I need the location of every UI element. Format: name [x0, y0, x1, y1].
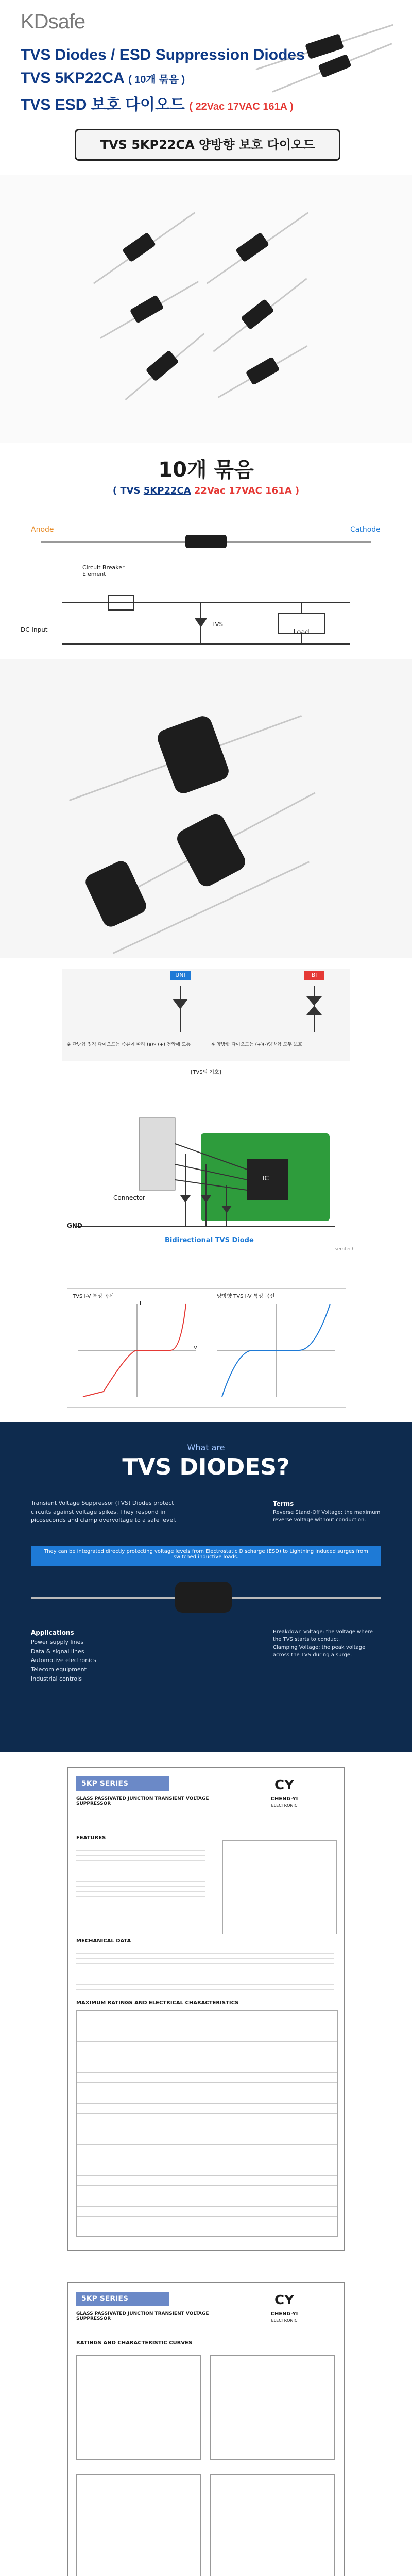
header-line2-main: TVS 5KP22CA	[21, 70, 124, 87]
uni-caption: ※ 단방향 정격 다이오드는 종류에 따라 (a)이(+) 전압에 도통	[67, 1042, 191, 1047]
load-label: Load	[293, 629, 310, 636]
uni-label: UNI	[170, 971, 191, 980]
connector-label: Connector	[113, 1194, 145, 1201]
spec2-series: 5KP SERIES	[76, 2292, 169, 2306]
infographic-app: Power supply lines	[31, 1639, 84, 1646]
spec2-company-sub: ELECTRONIC	[271, 2318, 298, 2323]
bidirectional-diagram	[46, 1097, 366, 1257]
dc-input-label: DC Input	[21, 626, 48, 633]
spec2-curves-title: RATINGS AND CHARACTERISTIC CURVES	[76, 2340, 193, 2346]
diodes-group-image	[82, 196, 330, 422]
uni-bi-panel	[62, 969, 350, 1061]
uni-bi-section	[0, 958, 412, 1087]
spec1-ratings-title: MAXIMUM RATINGS AND ELECTRICAL CHARACTERISTICS	[76, 2000, 239, 2006]
infographic-intro: Transient Voltage Suppressor (TVS) Diodes protect circuits against voltage spikes. They respond in picoseconds and clamp overvoltage to a safe level.	[31, 1500, 177, 1523]
diodes-closeup-photo	[0, 659, 412, 958]
bidirectional-section	[0, 1087, 412, 1273]
diodes-photo	[0, 175, 412, 443]
spec1-ratings-table	[76, 2010, 338, 2237]
ic-label: IC	[263, 1175, 269, 1182]
spec1-series: 5KP SERIES	[76, 1776, 169, 1791]
bidirectional-label: Bidirectional TVS Diode	[165, 1236, 254, 1244]
infographic-app: Automotive electronics	[31, 1657, 96, 1664]
spec1-features-title: FEATURES	[76, 1835, 106, 1841]
spec2-curve-4	[210, 2474, 335, 2576]
spec1-company-sub: ELECTRONIC	[271, 1803, 298, 1808]
corner-label: semtech	[335, 1247, 355, 1252]
bi-label: BI	[304, 971, 324, 980]
product-banner: TVS 5KP22CA 양방향 보호 다이오드	[75, 129, 340, 161]
iv-right-title: 양방향 TVS I-V 특성 곡선	[217, 1294, 275, 1299]
spec1-subtitle: GLASS PASSIVATED JUNCTION TRANSIENT VOLTAGE SUPPRESSOR	[76, 1796, 209, 1806]
spec2-curve-1	[76, 2355, 201, 2460]
infographic-app: Telecom equipment	[31, 1666, 87, 1673]
iv-axis-i: I	[140, 1301, 141, 1307]
cathode-label: Cathode	[350, 526, 381, 534]
infographic-terms	[273, 1499, 381, 1524]
infographic-term-3: Clamping Voltage: the peak voltage across the TVS during a surge.	[273, 1645, 366, 1658]
iv-left-title: TVS I-V 특성 곡선	[73, 1294, 114, 1299]
header-line3-paren: ( 22Vac 17VAC 161A )	[189, 101, 294, 112]
spec1-mech-title: MECHANICAL DATA	[76, 1938, 131, 1944]
spec-sheet-2-panel	[67, 2282, 345, 2576]
infographic-band-text: They can be integrated directly protecting voltage levels from Electrostatic Discharge (ESD) to Lightning induced surges from switched inductive loads.	[44, 1549, 368, 1560]
breaker-label: Circuit Breaker Element	[82, 564, 125, 578]
infographic-eyebrow: What are	[187, 1443, 225, 1452]
pack-subtitle	[0, 485, 412, 496]
infographic-app: Data & signal lines	[31, 1648, 84, 1655]
iv-curves	[67, 1299, 346, 1402]
infographic-term-2: Breakdown Voltage: the voltage where the TVS starts to conduct.	[273, 1629, 373, 1642]
infographic-apps	[31, 1628, 175, 1683]
infographic-app: Industrial controls	[31, 1675, 82, 1682]
spec2-company-logo: CY	[274, 2293, 294, 2308]
diodes-closeup-image	[62, 680, 350, 938]
pack-subtitle-prefix: ( TVS	[112, 485, 144, 496]
pack-subtitle-spec: 22Vac 17VAC 161A )	[191, 485, 300, 496]
iv-axis-v: V	[194, 1345, 197, 1351]
iv-panel	[67, 1288, 346, 1408]
pack-title: 10개 묶음	[158, 458, 254, 482]
infographic-terms-title: Terms	[273, 1500, 294, 1507]
pack-subtitle-model: 5KP22CA	[143, 485, 191, 496]
circuit-section	[0, 515, 412, 659]
header-line3-main: TVS ESD 보호 다이오드	[21, 96, 185, 113]
spec-sheet-2	[0, 2267, 412, 2576]
gnd-label: GND	[67, 1222, 82, 1229]
spec1-company-logo: CY	[274, 1777, 294, 1793]
uni-bi-symbols	[62, 981, 350, 1038]
spec1-company: CHENG-YI	[270, 1796, 298, 1802]
header-line2-paren: ( 10개 묶음 )	[128, 74, 185, 86]
header-line2	[21, 70, 185, 87]
infographic-section	[0, 1422, 412, 1752]
header-section	[0, 0, 412, 175]
spec1-package-drawing	[222, 1840, 337, 1934]
tvs-symbol-caption: [TVS의 기호]	[191, 1070, 221, 1075]
infographic-title: TVS DIODES?	[122, 1454, 290, 1480]
header-line3	[21, 92, 294, 114]
spec1-mech-text	[76, 1948, 334, 1990]
infographic-band	[31, 1546, 381, 1566]
header-line1: TVS Diodes / ESD Suppression Diodes	[21, 46, 305, 63]
anode-label: Anode	[31, 526, 54, 534]
spec2-subtitle: GLASS PASSIVATED JUNCTION TRANSIENT VOLTAGE SUPPRESSOR	[76, 2311, 209, 2321]
brand-logo: KDsafe	[21, 10, 85, 33]
spec1-features-text	[76, 1845, 205, 1907]
spec-sheet-1-panel	[67, 1767, 345, 2251]
infographic-diode	[175, 1582, 232, 1613]
tvs-label: TVS	[211, 621, 224, 628]
spec-sheet-1	[0, 1752, 412, 2267]
spec2-curve-2	[210, 2355, 335, 2460]
spec2-company: CHENG-YI	[270, 2311, 298, 2317]
pack-title-section	[0, 443, 412, 515]
infographic-term-1: Reverse Stand-Off Voltage: the maximum reverse voltage without conduction.	[273, 1510, 381, 1523]
diode-body	[185, 535, 227, 548]
bi-caption: ※ 양방향 다이오드는 (+)(-)양방향 모두 보호	[211, 1042, 303, 1047]
spec2-curve-3	[76, 2474, 201, 2576]
infographic-terms-2	[273, 1628, 381, 1659]
infographic-apps-title: Applications	[31, 1629, 74, 1636]
iv-section	[0, 1273, 412, 1422]
